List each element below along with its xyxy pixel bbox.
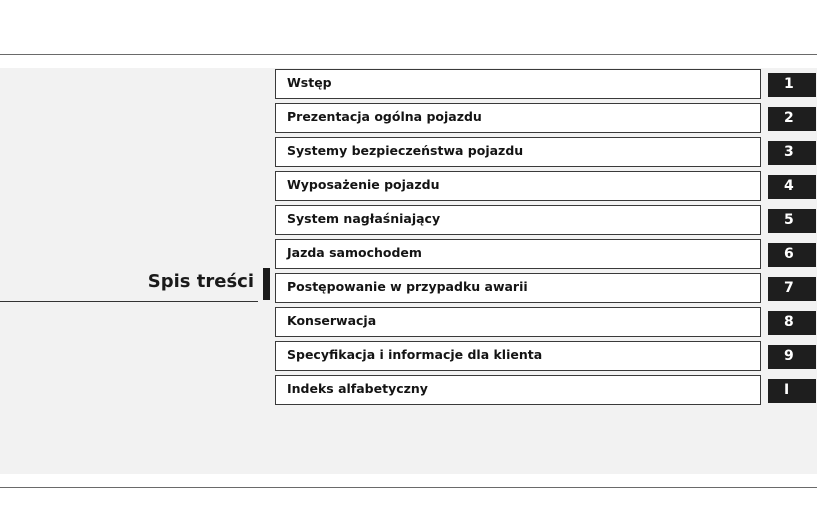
toc-item-bezpieczenstwo[interactable] [275, 137, 761, 167]
toc-item-wstep[interactable] [275, 69, 761, 99]
toc-item-label: Jazda samochodem [287, 245, 422, 260]
toc-item-label: Postępowanie w przypadku awarii [287, 279, 528, 294]
chapter-badge-3[interactable] [768, 141, 816, 165]
toc-item-label: System nagłaśniający [287, 211, 441, 226]
chapter-number: 6 [784, 246, 794, 262]
chapter-badge-1[interactable] [768, 73, 816, 97]
toc-item-awarie[interactable] [275, 273, 761, 303]
chapter-badge-9[interactable] [768, 345, 816, 369]
chapter-number: 2 [784, 110, 794, 126]
toc-item-label: Systemy bezpieczeństwa pojazdu [287, 143, 524, 158]
chapter-badge-4[interactable] [768, 175, 816, 199]
bottom-divider [0, 487, 817, 488]
toc-item-label: Konserwacja [287, 313, 377, 328]
top-divider [0, 54, 817, 55]
toc-item-prezentacja[interactable] [275, 103, 761, 133]
chapter-badge-7[interactable] [768, 277, 816, 301]
chapter-number: I [784, 382, 790, 398]
chapter-badge-8[interactable] [768, 311, 816, 335]
chapter-number: 9 [784, 348, 794, 364]
chapter-badge-index[interactable] [768, 379, 816, 403]
title-underline [0, 301, 258, 302]
page-title: Spis treści [147, 271, 254, 292]
toc-item-naglasniajacy[interactable] [275, 205, 761, 235]
toc-item-label: Specyfikacja i informacje dla klienta [287, 347, 543, 362]
chapter-number: 4 [784, 178, 794, 194]
toc-item-jazda[interactable] [275, 239, 761, 269]
toc-item-label: Wyposażenie pojazdu [287, 177, 440, 192]
chapter-badge-6[interactable] [768, 243, 816, 267]
chapter-number: 3 [784, 144, 794, 160]
title-accent-bar [263, 268, 270, 300]
chapter-badge-2[interactable] [768, 107, 816, 131]
toc-item-wyposazenie[interactable] [275, 171, 761, 201]
toc-item-label: Wstęp [287, 75, 332, 90]
chapter-badge-5[interactable] [768, 209, 816, 233]
chapter-number: 7 [784, 280, 794, 296]
chapter-number: 5 [784, 212, 794, 228]
toc-item-label: Indeks alfabetyczny [287, 381, 428, 396]
chapter-number: 8 [784, 314, 794, 330]
chapter-number: 1 [784, 76, 794, 92]
toc-item-specyfikacja[interactable] [275, 341, 761, 371]
toc-item-konserwacja[interactable] [275, 307, 761, 337]
section-title-block [0, 266, 270, 302]
toc-item-indeks[interactable] [275, 375, 761, 405]
toc-item-label: Prezentacja ogólna pojazdu [287, 109, 482, 124]
